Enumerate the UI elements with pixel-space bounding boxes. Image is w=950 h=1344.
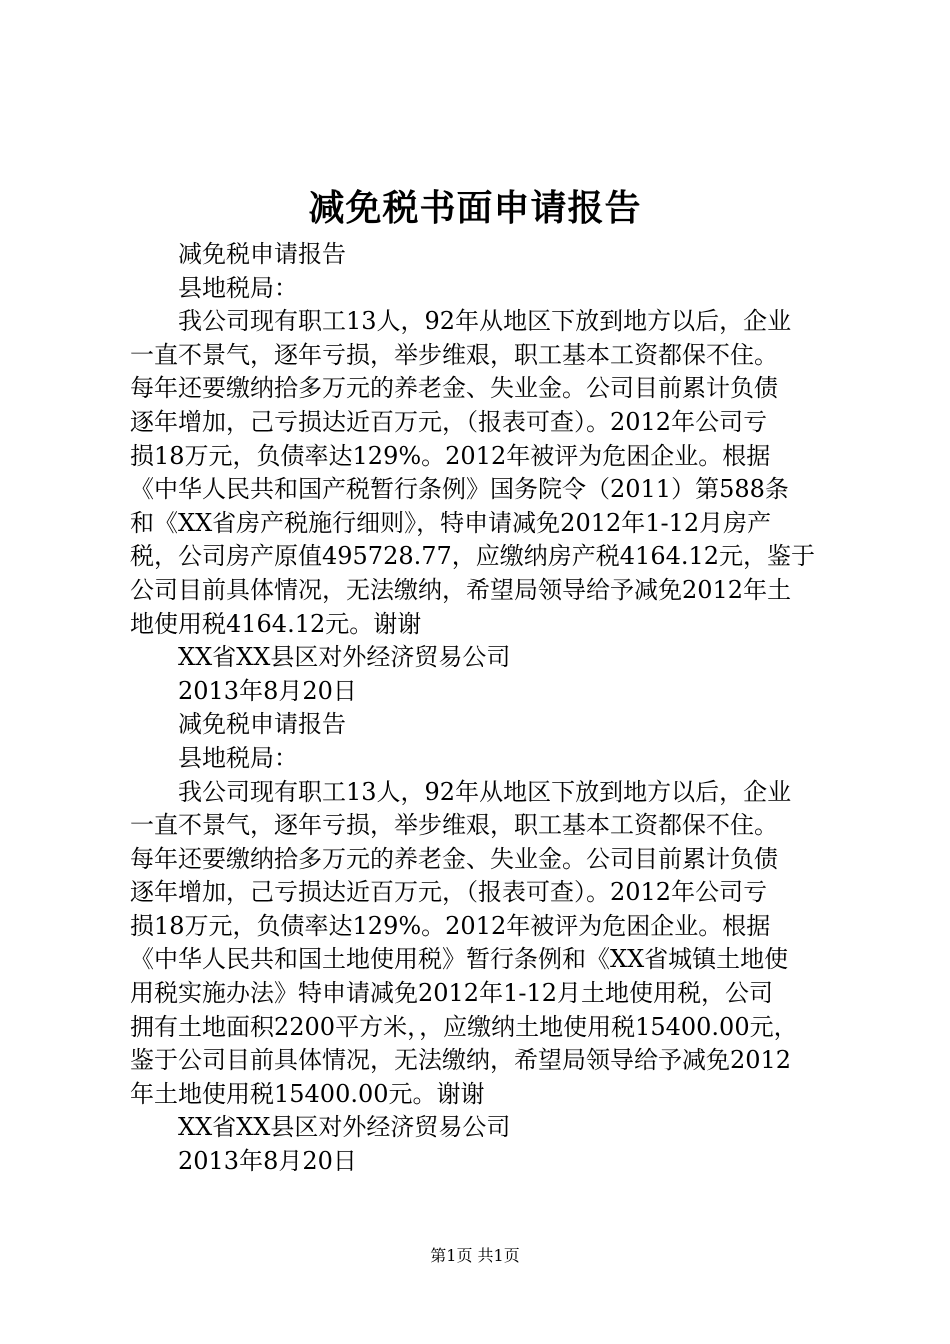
letter-signature: XX省XX县区对外经济贸易公司 [178,643,511,672]
paragraph-line: 每年还要缴纳拾多万元的养老金、失业金。公司目前累计负债 [130,374,778,403]
paragraph-line: 和《XX省房产税施行细则》，特申请减免2012年1-12月房产 [130,508,772,537]
paragraph-line: 每年还要缴纳拾多万元的养老金、失业金。公司目前累计负债 [130,844,778,873]
paragraph-line: 税，公司房产原值495728.77，应缴纳房产税4164.12元，鉴于 [130,542,816,571]
letter-heading: 减免税申请报告 [178,240,346,268]
paragraph-line: 逐年增加，己亏损达近百万元，（报表可查）。2012年公司亏 [130,407,768,436]
paragraph-line: 一直不景气，逐年亏损，举步维艰，职工基本工资都保不住。 [130,811,778,840]
paragraph-line: 我公司现有职工13人，92年从地区下放到地方以后，企业 [178,307,792,336]
document-title: 减免税书面申请报告 [308,187,642,229]
letter-date: 2013年8月20日 [178,1147,357,1176]
paragraph-line: 拥有土地面积2200平方米，，应缴纳土地使用税15400.00元， [130,1012,798,1041]
page-footer: 第1页 共1页 [430,1246,520,1265]
paragraph-line: 一直不景气，逐年亏损，举步维艰，职工基本工资都保不住。 [130,340,778,369]
paragraph-line: 年土地使用税15400.00元。谢谢 [130,1079,485,1108]
letter-date: 2013年8月20日 [178,676,357,705]
document-body [130,238,835,1179]
paragraph-line: 损18万元，负债率达129%。2012年被评为危困企业。根据 [130,911,771,940]
paragraph-line: 公司目前具体情况，无法缴纳，希望局领导给予减免2012年土 [130,575,792,604]
letter-addressee: 县地税局： [178,273,298,302]
letter-section-2 [130,708,835,1178]
paragraph-line: 鉴于公司目前具体情况，无法缴纳，希望局领导给予减免2012 [130,1046,792,1075]
paragraph-line: 我公司现有职工13人，92年从地区下放到地方以后，企业 [178,777,792,806]
letter-addressee: 县地税局： [178,743,298,772]
paragraph-line: 损18万元，负债率达129%。2012年被评为危困企业。根据 [130,441,771,470]
paragraph-line: 《中华人民共和国产税暂行条例》国务院令（2011）第588条 [130,475,789,504]
paragraph-line: 逐年增加，己亏损达近百万元，（报表可查）。2012年公司亏 [130,878,768,907]
letter-section-1 [130,238,835,708]
paragraph-line: 地使用税4164.12元。谢谢 [130,609,422,638]
letter-signature: XX省XX县区对外经济贸易公司 [178,1113,511,1142]
paragraph-line: 《中华人民共和国土地使用税》暂行条例和《XX省城镇土地使 [130,945,789,974]
paragraph-line: 用税实施办法》特申请减免2012年1-12月土地使用税，公司 [130,979,773,1008]
letter-heading: 减免税申请报告 [178,710,346,739]
